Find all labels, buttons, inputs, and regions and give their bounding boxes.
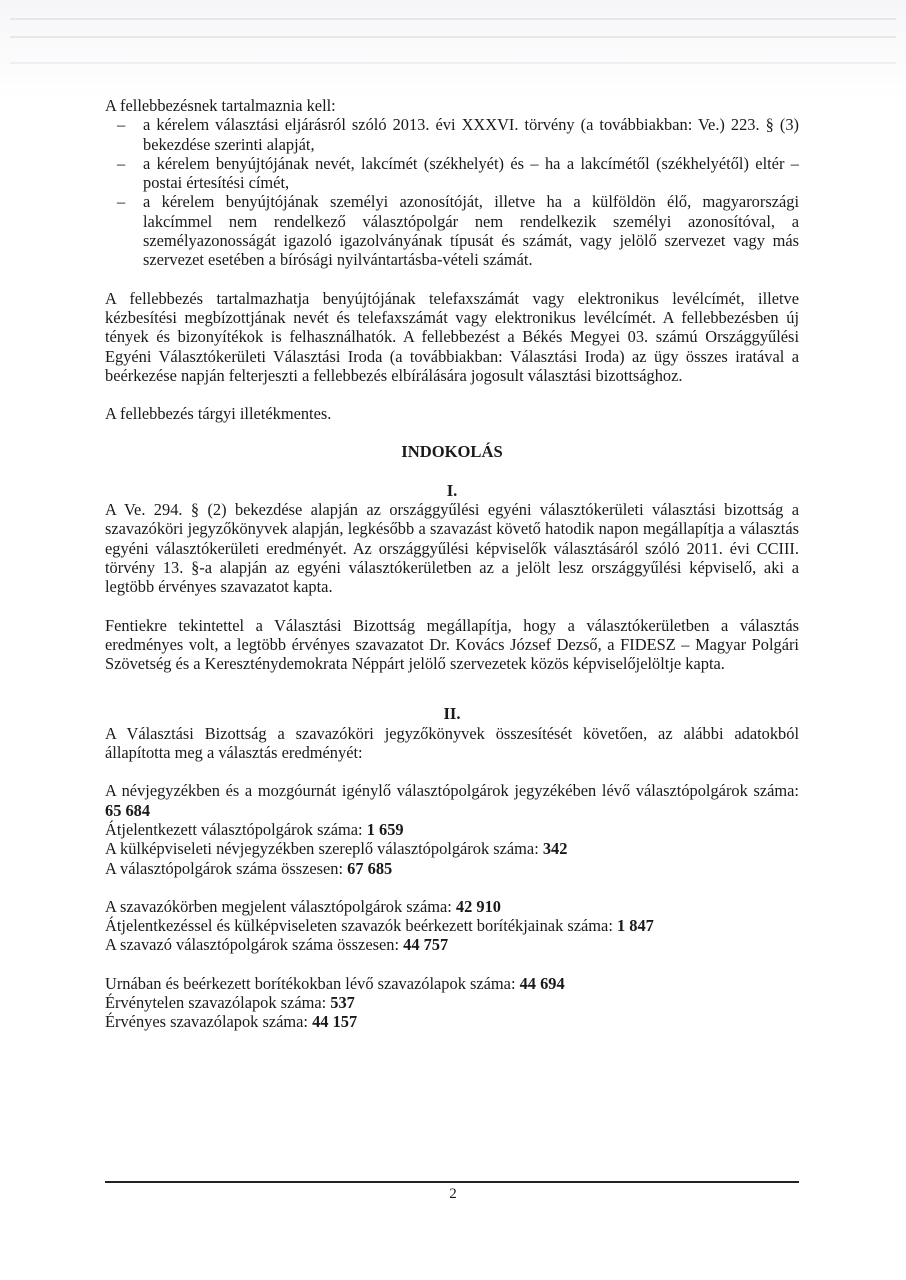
stat-line: A külképviseleti névjegyzékben szereplő választópolgárok száma: 342 <box>105 839 568 859</box>
voter-stats-group <box>105 781 799 877</box>
stat-line: A szavazókörben megjelent választópolgárok száma: 42 910 <box>105 896 501 916</box>
requirement-item: – a kérelem benyújtójának nevét, lakcímét (székhelyét) és – ha a lakcímétől (székhelyétől) eltér – postai értesítési címét, <box>105 154 799 193</box>
stat-value: 67 685 <box>347 858 393 878</box>
stat-line: A szavazó választópolgárok száma összesen: 44 757 <box>105 935 449 955</box>
stat-value: 44 757 <box>403 935 449 955</box>
stat-value: 42 910 <box>455 896 501 916</box>
optional-contents-paragraph: A fellebbezés tartalmazhatja benyújtójának telefaxszámát vagy elektronikus levélcímét, illetve kézbesítési megbízottjának nevét és telefaxszámát vagy elektronikus levélcímét. A fellebbezésben új tények és bizonyítékok is felhasználhatók. A fellebbezést a Békés Megyei 03. számú Országgyűlési Egyéni Választókerületi Választási Iroda (a továbbiakban: Választási Iroda) az ügy összes iratával a beérkezése napján felterjeszti a fellebbezés elbírálására jogosult választási bizottsághoz. <box>105 288 799 385</box>
scan-artifact-line <box>10 62 896 64</box>
section-heading: INDOKOLÁS <box>401 442 503 462</box>
section2-intro: A Választási Bizottság a szavazóköri jegyzőkönyvek összesítését követően, az alábbi adatokból állapította meg a választás eredményét: <box>105 723 799 763</box>
section-numeral-1: I. <box>446 480 458 500</box>
stat-value: 537 <box>330 992 355 1012</box>
turnout-stats-group <box>105 897 799 955</box>
section-numeral-2: II. <box>443 704 461 724</box>
document-page <box>105 96 799 1032</box>
stat-value: 44 157 <box>312 1012 358 1032</box>
footer-divider <box>105 1181 799 1183</box>
section1-paragraph1: A Ve. 294. § (2) bekezdése alapján az országgyűlési egyéni választókerületi választási bizottság a szavazóköri jegyzőkönyvek alapján, legkésőbb a szavazást követő hatodik napon megállapítja a választás egyéni választókerületi eredményét. Az országgyűlési képviselők választásáról szóló 2011. évi CCIII. törvény 13. §-a alapján az egyéni választókerületben az a jelölt lesz országgyűlési képviselő, aki a legtöbb érvényes szavazatot kapta. <box>105 500 799 597</box>
scan-header-shade <box>0 0 906 100</box>
requirement-item: – a kérelem választási eljárásról szóló 2013. évi XXXVI. törvény (a továbbiakban: Ve.) 223. § (3) bekezdése szerinti alapját, <box>105 115 799 154</box>
requirements-intro: A fellebbezésnek tartalmaznia kell: <box>105 96 336 115</box>
page-number: 2 <box>449 1186 457 1202</box>
stat-line: A választópolgárok száma összesen: 67 685 <box>105 858 393 878</box>
section1-paragraph2: Fentiekre tekintettel a Választási Bizottság megállapítja, hogy a választókerületben a választás eredményes volt, a legtöbb érvényes szavazatot Dr. Kovács József Dezső, a FIDESZ – Magyar Polgári Szövetség és a Kereszténydemokrata Néppárt jelölő szervezetek közös képviselőjelöltje kapta. <box>105 615 799 674</box>
scan-artifact-line <box>10 36 896 38</box>
stat-line: Érvényes szavazólapok száma: 44 157 <box>105 1012 358 1032</box>
stat-value: 342 <box>542 839 568 859</box>
stat-value: 1 659 <box>366 819 404 839</box>
stat-value: 65 684 <box>105 800 151 820</box>
stat-line: Átjelentkezéssel és külképviseleten szavazók beérkezett borítékjainak száma: 1 847 <box>105 916 654 936</box>
stat-line: Érvénytelen szavazólapok száma: 537 <box>105 992 355 1012</box>
stat-line: A névjegyzékben és a mozgóurnát igénylő választópolgárok jegyzékében lévő választópolgárok száma: 65 684 <box>105 781 799 820</box>
scan-artifact-line <box>10 18 896 20</box>
stat-value: 1 847 <box>616 916 654 936</box>
ballot-stats-group <box>105 974 799 1032</box>
stat-value: 44 694 <box>519 973 565 993</box>
stat-line: Urnában és beérkezett borítékokban lévő szavazólapok száma: 44 694 <box>105 973 565 993</box>
requirements-list <box>105 115 799 269</box>
stat-line: Átjelentkezett választópolgárok száma: 1 659 <box>105 819 404 839</box>
fee-paragraph: A fellebbezés tárgyi illetékmentes. <box>105 404 332 424</box>
requirement-item: – a kérelem benyújtójának személyi azonosítóját, illetve ha a külföldön élő, magyarországi lakcímmel nem rendelkező választópolgár nem rendelkezik személyi azonosítóval, a személyazonosságát igazoló igazolványának típusát és számát, vagy jelölő szervezet vagy más szervezet esetében a bírósági nyilvántartásba-vételi számát. <box>105 192 799 269</box>
